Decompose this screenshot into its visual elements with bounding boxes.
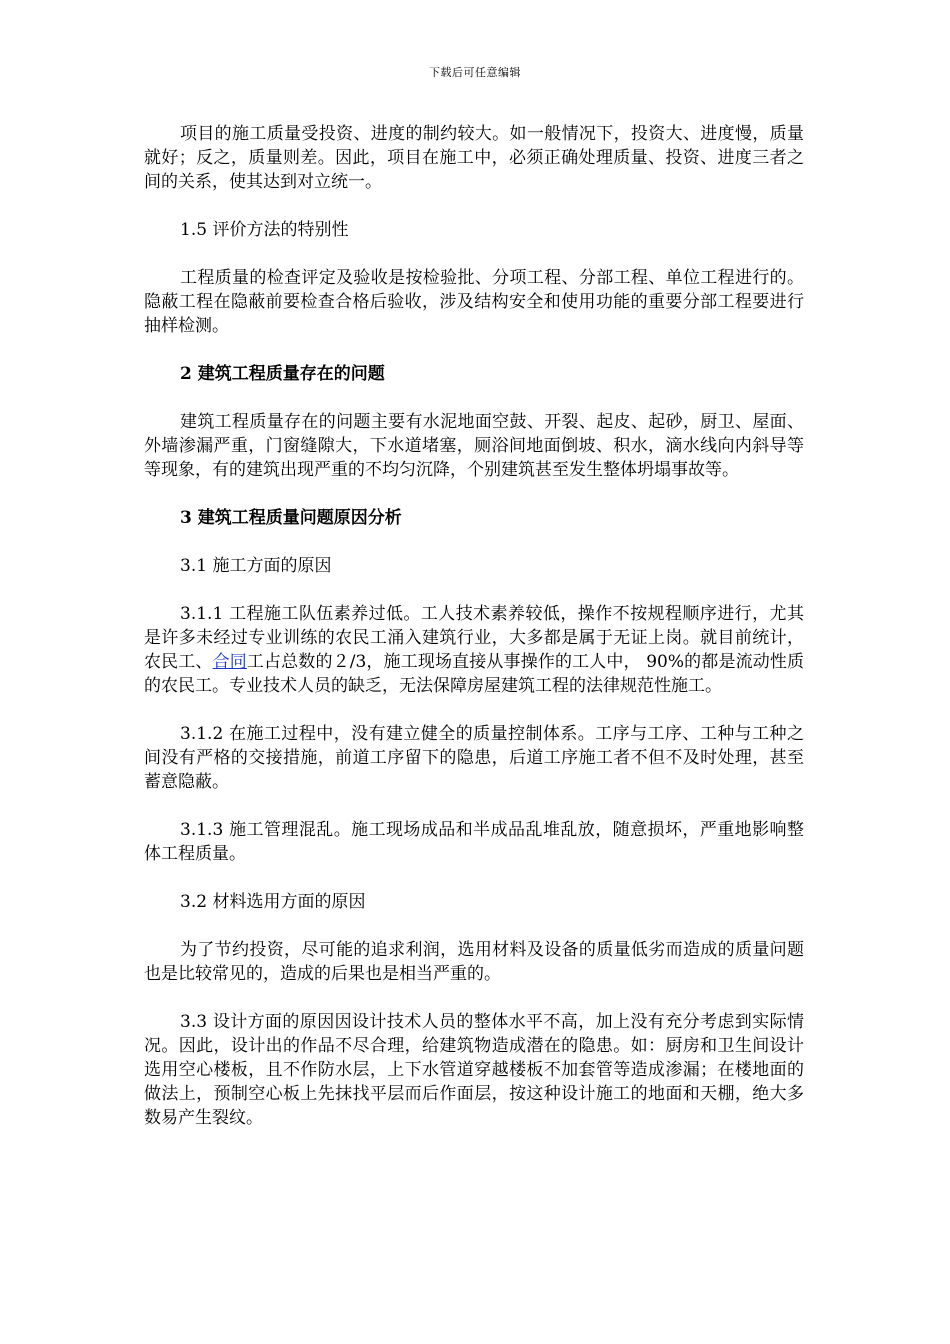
subheading-3-2: 3.2 材料选用方面的原因 [180,892,366,912]
paragraph-quality-constraints: 项目的施工质量受投资、进度的制约较大。如一般情况下，投资大、进度慢，质量就好；反之，质量则差。因此，项目在施工中，必须正确处理质量、投资、进度三者之间的关系，使其达到对立统一。 [144,124,804,192]
page-header: 下载后可任意编辑 [429,66,521,79]
heading-section-2: 2 建筑工程质量存在的问题 [180,364,385,384]
paragraph-3-3: 3.3 设计方面的原因因设计技术人员的整体水平不高，加上没有充分考虑到实际情况。因此，设计出的作品不尽合理，给建筑物造成潜在的隐患。如：厨房和卫生间设计选用空心楼板，且不作防水层，上下水管道穿越楼板不加套管等造成渗漏；在楼地面的做法上，预制空心板上先抹找平层而后作面层，按这种设计施工的地面和天棚，绝大多数易产生裂纹。 [144,1012,804,1128]
paragraph-quality-problems: 建筑工程质量存在的问题主要有水泥地面空鼓、开裂、起皮、起砂，厨卫、屋面、外墙渗漏严重，门窗缝隙大，下水道堵塞，厕浴间地面倒坡、积水，滴水线向内斜导等等现象，有的建筑出现严重的不均匀沉降，个别建筑甚至发生整体坍塌事故等。 [144,412,804,480]
contract-link[interactable]: 合同 [212,652,247,672]
paragraph-3-1-3: 3.1.3 施工管理混乱。施工现场成品和半成品乱堆乱放，随意损坏，严重地影响整体工程质量。 [144,820,804,864]
paragraph-3-1-2: 3.1.2 在施工过程中，没有建立健全的质量控制体系。工序与工序、工种与工种之间没有严格的交接措施，前道工序留下的隐患，后道工序施工者不但不及时处理，甚至蓄意隐蔽。 [144,724,804,792]
heading-section-3: 3 建筑工程质量问题原因分析 [180,508,402,528]
paragraph-3-1-1 [144,602,804,698]
paragraph-3-1-1-text-before: 3.1.1 工程施工队伍素养过低。工人技术素养较低，操作不按规程顺序进行，尤其是许多未经过专业训练的农民工涌入建筑行业，大多都是属于无证上岗。就目前统计， 农民工、 [144,604,804,672]
subheading-1-5: 1.5 评价方法的特别性 [180,220,349,240]
paragraph-3-1-1-text-after: 工占总数的２/3，施工现场直接从事操作的工人中， 90%的都是流动性质的农民工。专业技术人员的缺乏，无法保障房屋建筑工程的法律规范性施工。 [144,652,805,696]
paragraph-materials: 为了节约投资，尽可能的追求利润，选用材料及设备的质量低劣而造成的质量问题也是比较常见的，造成的后果也是相当严重的。 [144,940,804,984]
subheading-3-1: 3.1 施工方面的原因 [180,556,332,576]
paragraph-inspection: 工程质量的检查评定及验收是按检验批、分项工程、分部工程、单位工程进行的。隐蔽工程在隐蔽前要检查合格后验收，涉及结构安全和使用功能的重要分部工程要进行抽样检测。 [144,268,804,336]
document-body [144,122,804,1154]
